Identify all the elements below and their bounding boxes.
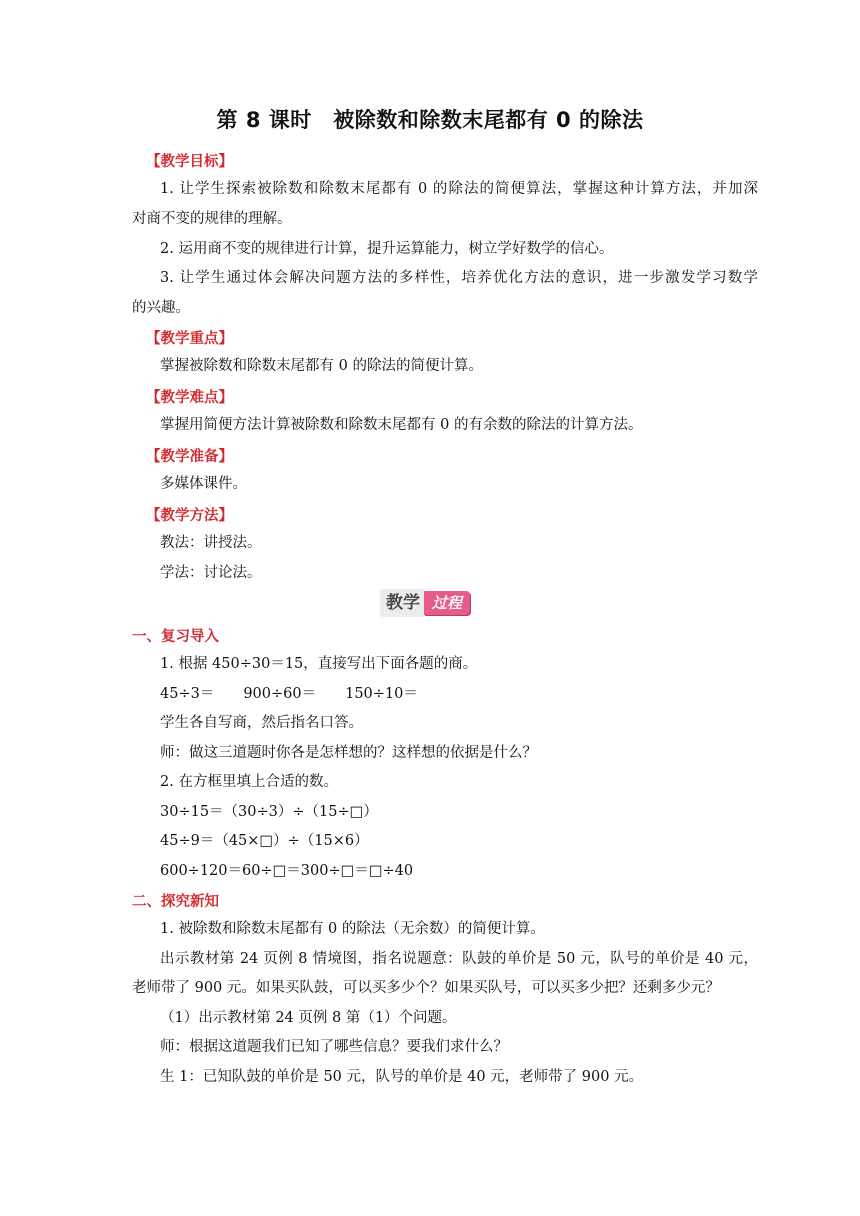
- part-1-line-2: 45÷3＝ 900÷60＝ 150÷10＝: [160, 686, 418, 702]
- key-points-text: 掌握被除数和除数末尾都有 0 的除法的简便计算。: [160, 358, 483, 374]
- part-1-line-5: 2. 在方框里填上合适的数。: [160, 774, 338, 790]
- part-1-line-7: 45÷9＝（45×□）÷（15×6）: [160, 833, 369, 849]
- part-2-heading: 二、探究新知: [132, 894, 219, 910]
- part-1-line-4: 师：做这三道题时你各是怎样想的？这样想的依据是什么？: [160, 745, 537, 761]
- part-2-line-1: 1. 被除数和除数末尾都有 0 的除法（无余数）的简便计算。: [160, 921, 545, 937]
- part-2-line-3: （1）出示教材第 24 页例 8 第（1）个问题。: [160, 1010, 457, 1026]
- part-2-line-2a: 出示教材第 24 页例 8 情境图，指名说题意：队鼓的单价是 50 元，队号的单价是 40 元，: [160, 951, 758, 967]
- teaching-method: 教法：讲授法。: [160, 535, 262, 551]
- key-points-heading: 【教学重点】: [146, 331, 233, 347]
- banner-label-right: 过程: [424, 591, 470, 615]
- part-2-line-2b: 老师带了 900 元。如果买队鼓，可以买多少个？如果买队号，可以买多少把？还剩多少元？: [132, 980, 720, 996]
- lesson-title: 第 8 课时 被除数和除数末尾都有 0 的除法: [216, 108, 644, 132]
- part-1-line-1: 1. 根据 450÷30＝15，直接写出下面各题的商。: [160, 656, 478, 672]
- goal-3-line-2: 的兴趣。: [132, 300, 190, 316]
- goal-1-line-1: 1. 让学生探索被除数和除数末尾都有 0 的除法的简便算法，掌握这种计算方法，并加深: [160, 181, 758, 197]
- part-2-line-5: 生 1：已知队鼓的单价是 50 元，队号的单价是 40 元，老师带了 900 元。: [160, 1069, 644, 1085]
- difficulty-text: 掌握用简便方法计算被除数和除数末尾都有 0 的有余数的除法的计算方法。: [160, 417, 643, 433]
- learning-method: 学法：讨论法。: [160, 565, 262, 581]
- part-1-line-8: 600÷120＝60÷□＝300÷□＝□÷40: [160, 863, 414, 879]
- banner-label-left: 教学: [380, 589, 424, 617]
- method-heading: 【教学方法】: [146, 508, 233, 524]
- goal-2: 2. 运用商不变的规律进行计算，提升运算能力，树立学好数学的信心。: [160, 241, 614, 257]
- part-1-heading: 一、复习导入: [132, 629, 219, 645]
- process-banner: [380, 589, 470, 617]
- goal-3-line-1: 3. 让学生通过体会解决问题方法的多样性，培养优化方法的意识，进一步激发学习数学: [160, 270, 758, 286]
- goal-1-line-2: 对商不变的规律的理解。: [132, 211, 292, 227]
- preparation-heading: 【教学准备】: [146, 449, 233, 465]
- preparation-text: 多媒体课件。: [160, 476, 247, 492]
- part-1-line-6: 30÷15＝（30÷3）÷（15÷□）: [160, 804, 378, 820]
- part-1-line-3: 学生各自写商，然后指名口答。: [160, 715, 363, 731]
- difficulty-heading: 【教学难点】: [146, 390, 233, 406]
- goals-heading: 【教学目标】: [146, 154, 233, 170]
- part-2-line-4: 师：根据这道题我们已知了哪些信息？要我们求什么？: [160, 1039, 508, 1055]
